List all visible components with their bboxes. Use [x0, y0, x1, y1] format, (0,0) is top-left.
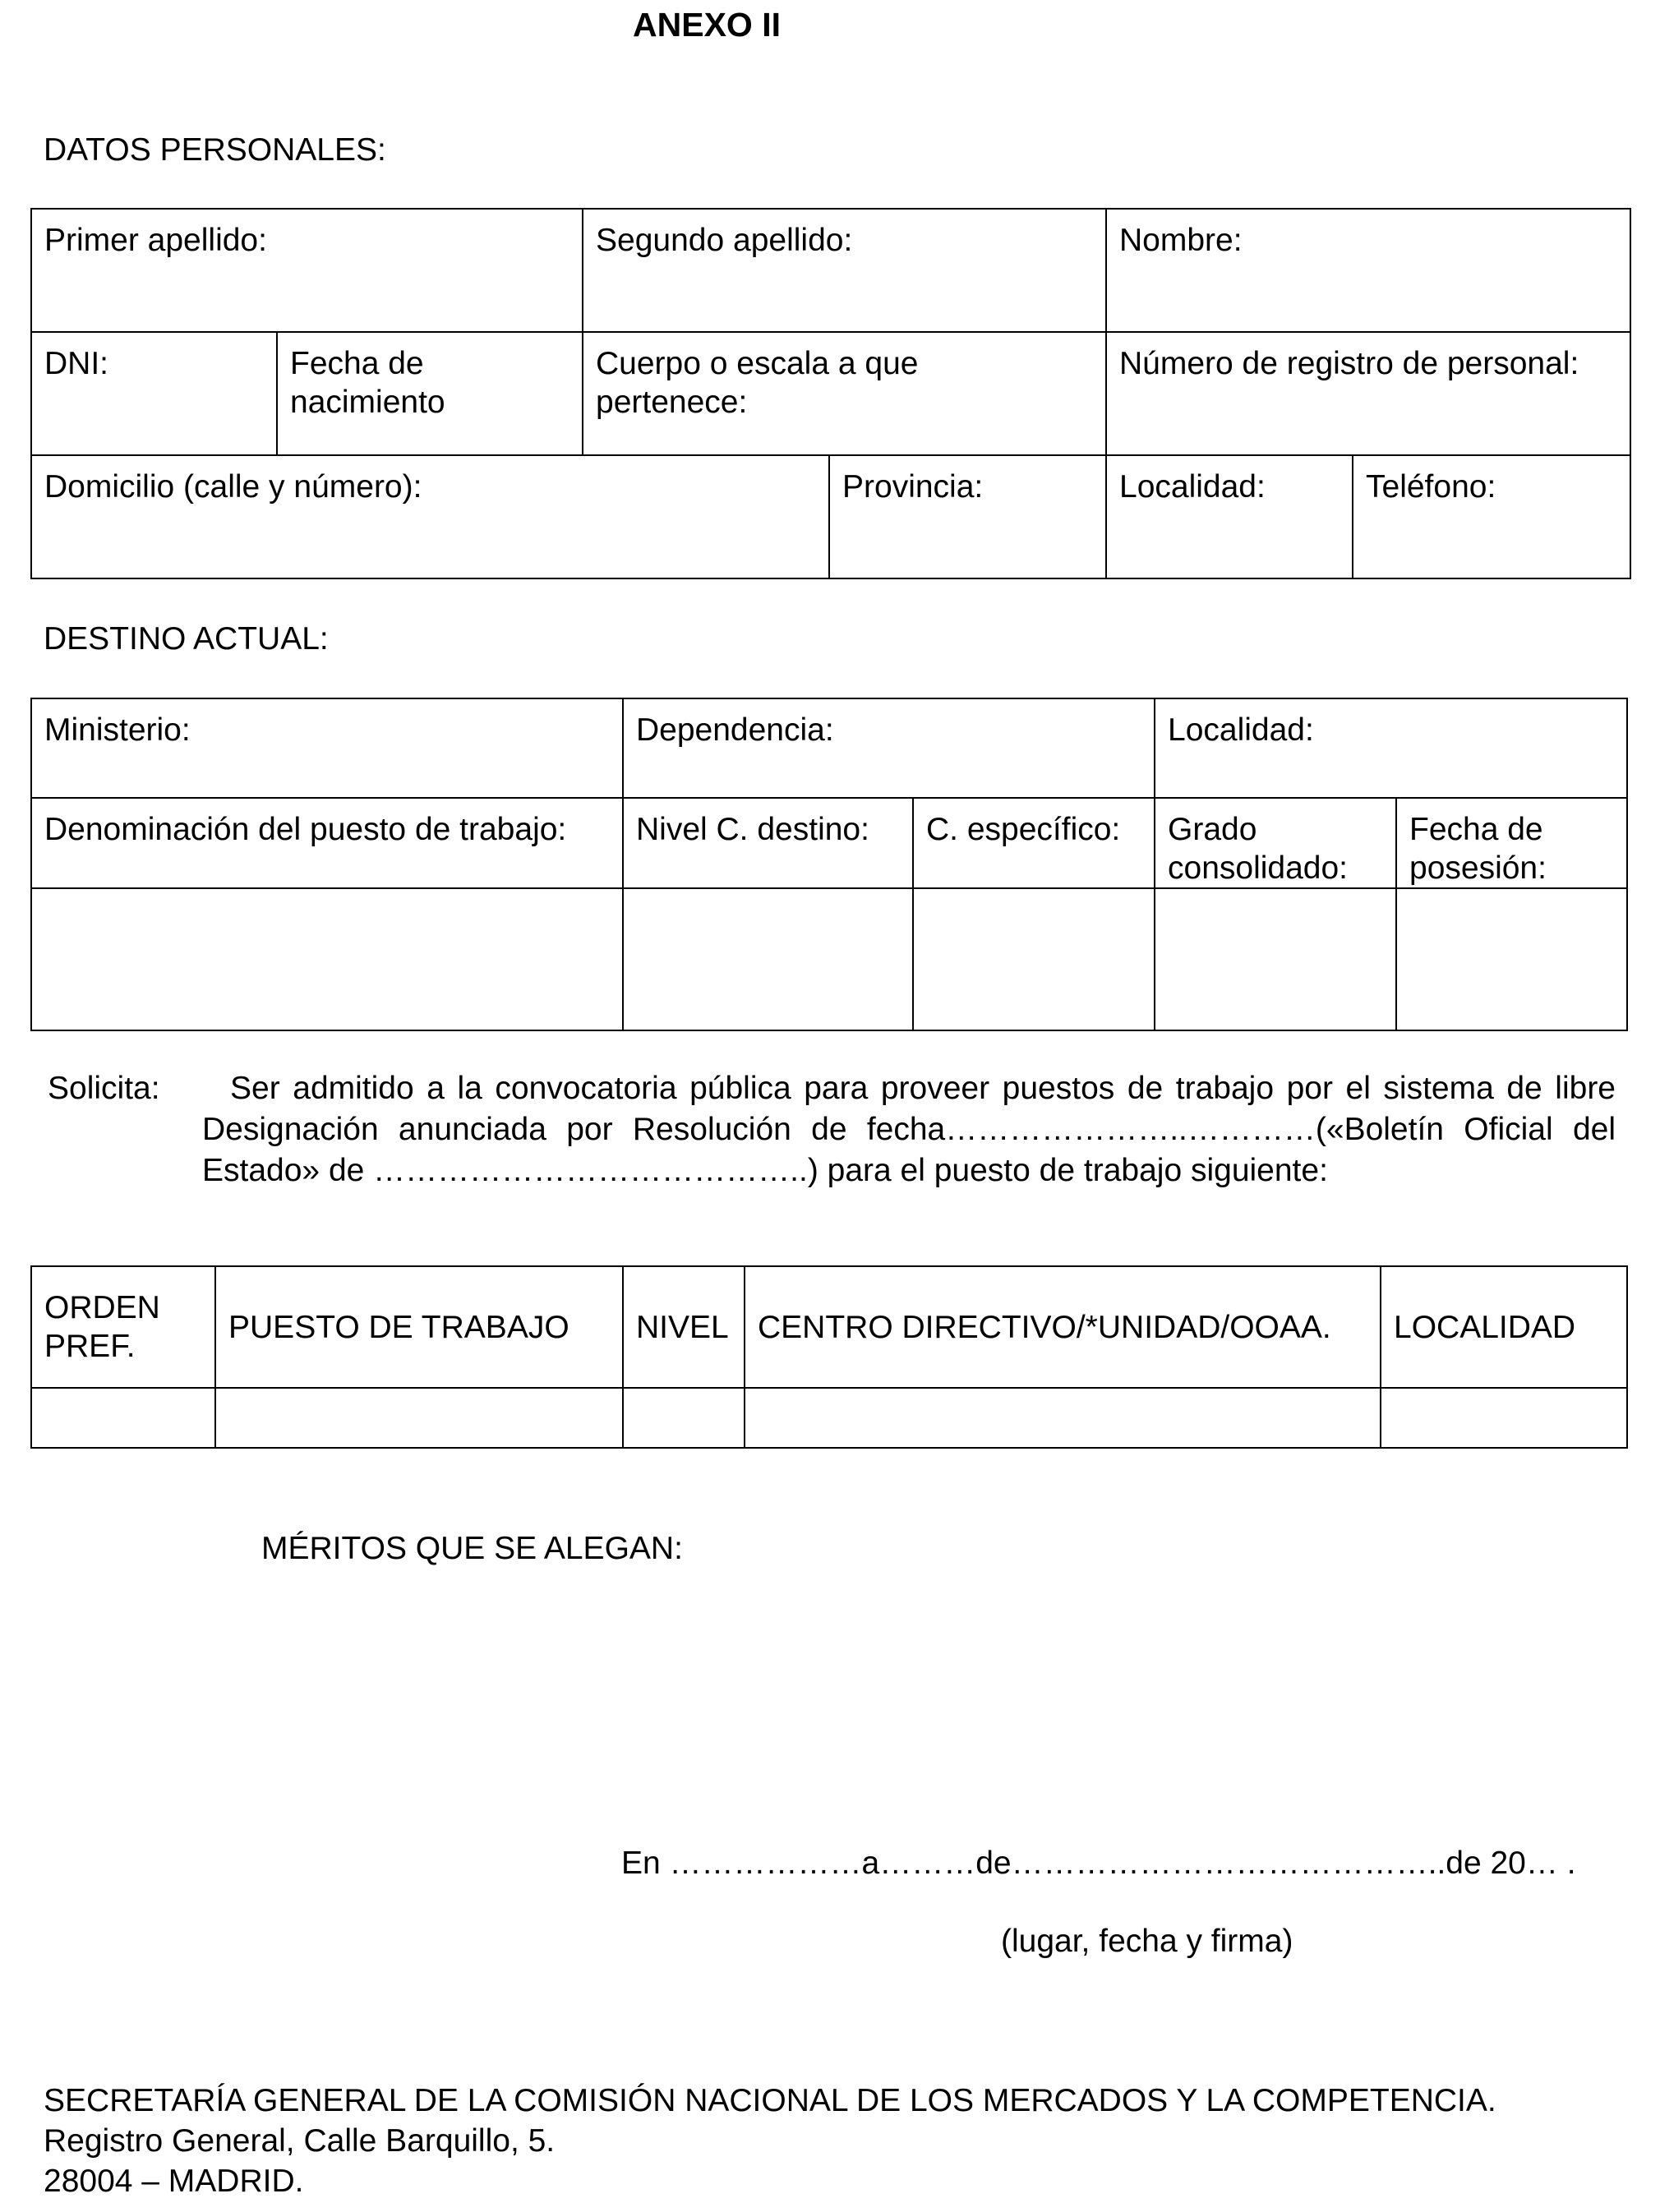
denominacion-label: Denominación del puesto de trabajo: [44, 812, 567, 847]
puesto-trabajo-header [215, 1266, 623, 1388]
especifico-label: C. específico: [926, 812, 1121, 847]
fecha-line: En ………………a………de…………………………………..de 20… . [621, 1846, 1576, 1881]
puesto-trabajo-cell[interactable] [215, 1388, 623, 1448]
numero-registro-field[interactable] [1106, 332, 1630, 455]
primer-apellido-field[interactable] [31, 209, 583, 332]
centro-directivo-label: CENTRO DIRECTIVO/*UNIDAD/OOAA. [758, 1309, 1331, 1345]
domicilio-label: Domicilio (calle y número): [44, 469, 422, 505]
nombre-field[interactable] [1106, 209, 1630, 332]
centro-directivo-header [745, 1266, 1381, 1388]
centro-directivo-cell[interactable] [745, 1388, 1381, 1448]
footer-line-1: SECRETARÍA GENERAL DE LA COMISIÓN NACIONAL DE LOS MERCADOS Y LA COMPETENCIA. [44, 2083, 1496, 2118]
orden-pref-cell[interactable] [31, 1388, 215, 1448]
dni-label: DNI: [44, 346, 108, 381]
solicita-label: Solicita: [48, 1071, 160, 1106]
footer-address [44, 2081, 1496, 2201]
ministerio-label: Ministerio: [44, 712, 191, 748]
datos-personales-heading: DATOS PERSONALES: [44, 132, 386, 168]
puestos-table [30, 1265, 1628, 1449]
cuerpo-escala-label: Cuerpo o escala a que pertenece: [596, 346, 919, 420]
especifico-value-cell[interactable] [913, 888, 1155, 1030]
footer-line-2: Registro General, Calle Barquillo, 5. [44, 2123, 556, 2159]
especifico-header [913, 798, 1155, 888]
document-title: ANEXO II [633, 6, 781, 44]
localidad-header [1381, 1266, 1627, 1388]
nivel-destino-header [623, 798, 913, 888]
fecha-posesion-header [1396, 798, 1627, 888]
destino-actual-table [30, 698, 1628, 1031]
ministerio-field[interactable] [31, 698, 623, 798]
localidad-field[interactable] [1106, 455, 1353, 578]
segundo-apellido-label: Segundo apellido: [596, 223, 853, 258]
primer-apellido-label: Primer apellido: [44, 223, 267, 258]
denominacion-value-cell[interactable] [31, 888, 623, 1030]
provincia-label: Provincia: [842, 469, 984, 505]
nivel-header [623, 1266, 745, 1388]
puesto-localidad-label: LOCALIDAD [1394, 1309, 1576, 1345]
localidad-cell[interactable] [1381, 1388, 1627, 1448]
telefono-label: Teléfono: [1366, 469, 1496, 505]
firma-caption: (lugar, fecha y firma) [1001, 1924, 1293, 1959]
destino-localidad-field[interactable] [1155, 698, 1627, 798]
dependencia-field[interactable] [623, 698, 1155, 798]
footer-line-3: 28004 – MADRID. [44, 2164, 304, 2199]
localidad-label: Localidad: [1119, 469, 1266, 505]
fecha-nacimiento-label: Fecha de nacimiento [290, 346, 445, 420]
numero-registro-label: Número de registro de personal: [1119, 346, 1579, 381]
dni-field[interactable] [31, 332, 277, 455]
nivel-cell[interactable] [623, 1388, 745, 1448]
orden-pref-header [31, 1266, 215, 1388]
grado-label: Grado consolidado: [1168, 812, 1348, 886]
grado-value-cell[interactable] [1155, 888, 1396, 1030]
destino-actual-heading: DESTINO ACTUAL: [44, 621, 329, 657]
nivel-destino-value-cell[interactable] [623, 888, 913, 1030]
domicilio-field[interactable] [31, 455, 829, 578]
nivel-destino-label: Nivel C. destino: [636, 812, 869, 847]
fecha-nacimiento-field[interactable] [277, 332, 583, 455]
nivel-label: NIVEL [636, 1309, 729, 1345]
grado-header [1155, 798, 1396, 888]
dependencia-label: Dependencia: [636, 712, 834, 748]
telefono-field[interactable] [1353, 455, 1630, 578]
fecha-posesion-label: Fecha de posesión: [1409, 812, 1547, 886]
cuerpo-escala-field[interactable] [583, 332, 1106, 455]
solicita-text: Ser admitido a la convocatoria pública para proveer puestos de trabajo por el sistema de libre Designación anunciada por Resolución de fecha…………………..…………(«Boletín Oficial del Estado» de …………………………………..) para el puesto de trabajo siguiente: [202, 1071, 1616, 1188]
datos-personales-table [30, 208, 1631, 579]
fecha-posesion-value-cell[interactable] [1396, 888, 1627, 1030]
meritos-heading: MÉRITOS QUE SE ALEGAN: [261, 1531, 683, 1566]
orden-pref-label: ORDEN PREF. [44, 1290, 160, 1364]
segundo-apellido-field[interactable] [583, 209, 1106, 332]
provincia-field[interactable] [829, 455, 1106, 578]
puesto-trabajo-label: PUESTO DE TRABAJO [228, 1309, 569, 1345]
denominacion-header [31, 798, 623, 888]
destino-localidad-label: Localidad: [1168, 712, 1314, 748]
nombre-label: Nombre: [1119, 223, 1243, 258]
